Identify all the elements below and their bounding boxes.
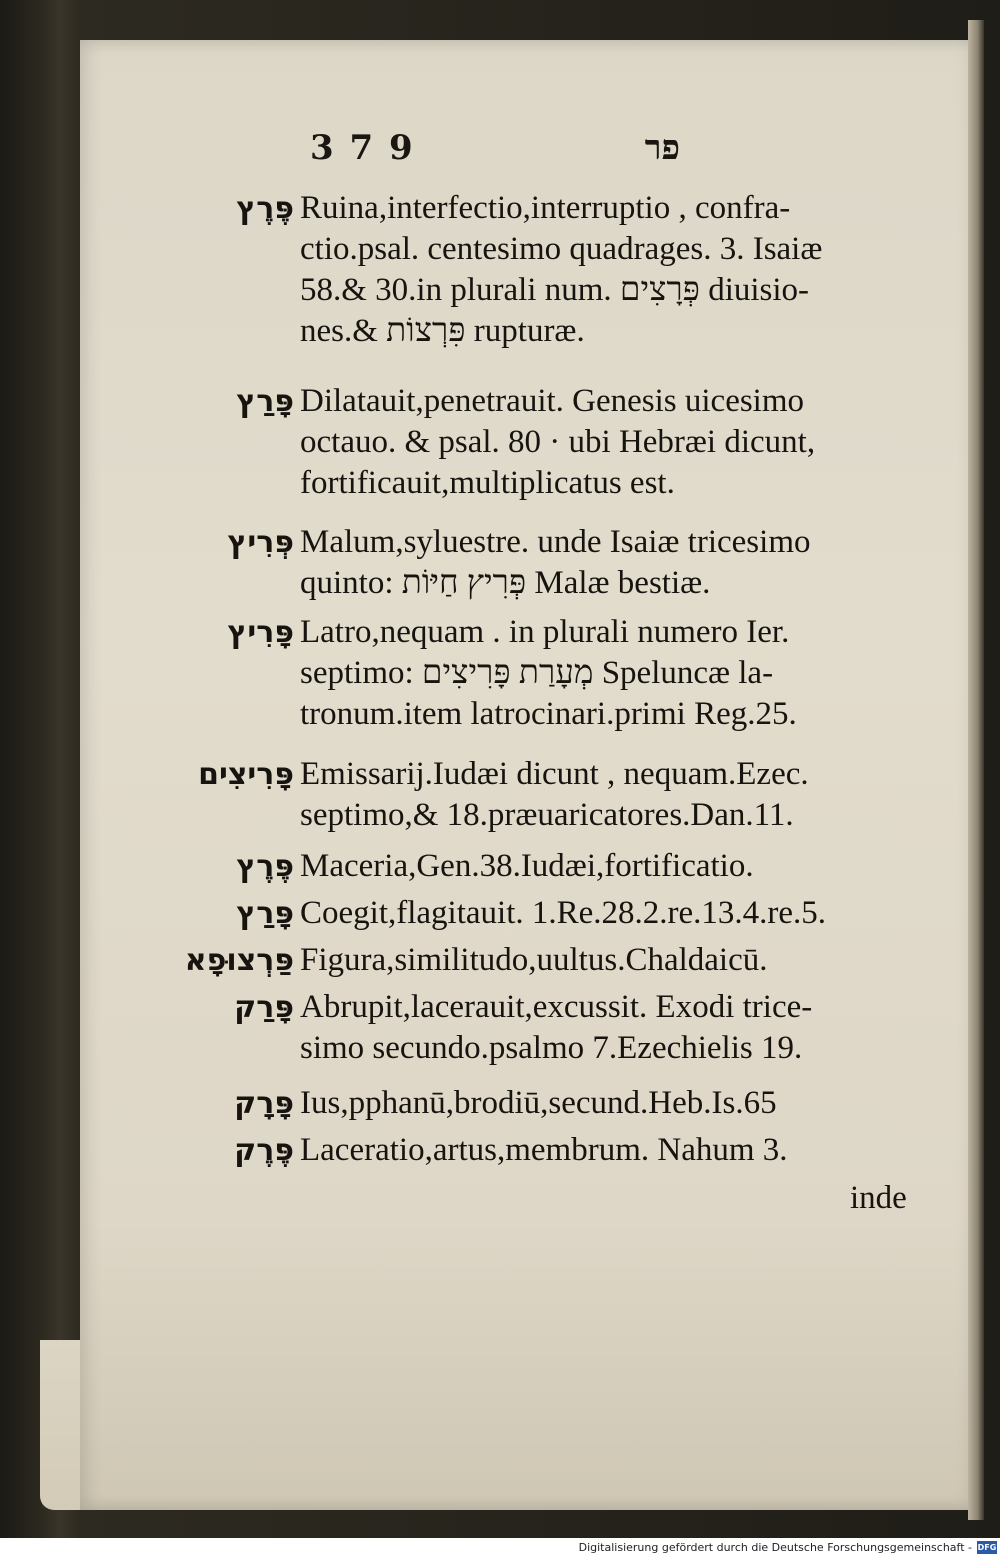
entry-headword: פָּרָק	[234, 1086, 294, 1121]
entry-headword: פָּרַק	[234, 990, 294, 1025]
entry-line: simo secundo.psalmo 7.Ezechielis 19.	[300, 1030, 803, 1066]
dictionary-entry	[236, 188, 920, 352]
entry-headword: פָּרַץ	[236, 896, 294, 931]
footer-credit-bar	[0, 1538, 1000, 1558]
entry-line: Dilatauit,penetrauit. Genesis uicesimo	[300, 383, 805, 419]
entry-line: tronum.item latrocinari.primi Reg.25.	[300, 696, 797, 732]
catchword: inde	[850, 1180, 907, 1216]
entry-line: 58.& 30.in plurali num. פְּרָצִים diuisio-	[300, 272, 810, 308]
entry-line: Malum,syluestre. unde Isaiæ tricesimo	[300, 524, 811, 560]
entry-headword: פַּרְצוּפָא	[184, 943, 294, 978]
footer-credit-text: Digitalisierung gefördert durch die Deutsche Forschungsgemeinschaft -	[578, 1541, 972, 1554]
page-gutter-edge	[968, 20, 984, 1520]
entry-line: Laceratio,artus,membrum. Nahum 3.	[300, 1132, 788, 1168]
entry-line: septimo,& 18.præuaricatores.Dan.11.	[300, 797, 794, 833]
dictionary-entry	[236, 893, 920, 934]
entry-line: fortificauit,multiplicatus est.	[300, 465, 675, 501]
entry-line: Figura,similitudo,uultus.Chaldaicū.	[300, 942, 768, 978]
entry-line: Ius,pphanū,brodiū,secund.Heb.Is.65	[300, 1085, 777, 1121]
dictionary-entry	[227, 522, 920, 604]
entry-line: ctio.psal. centesimo quadrages. 3. Isaiæ	[300, 231, 823, 267]
entry-line: Abrupit,lacerauit,excussit. Exodi trice-	[300, 989, 813, 1025]
entry-line: septimo: מְעָרַת פָּרִיצִים Speluncæ la-	[300, 655, 774, 691]
dictionary-entry	[234, 987, 920, 1069]
entry-headword: פְּרִיץ	[227, 525, 294, 560]
dictionary-entry	[184, 940, 920, 981]
entry-headword: פָּרַץ	[236, 384, 294, 419]
dictionary-entry	[227, 612, 920, 735]
entry-headword: פֶּרֶץ	[236, 191, 294, 226]
folio-number: 3 7 9	[310, 128, 415, 168]
entry-headword: פָּרִיצִים	[198, 757, 294, 792]
dictionary-entry	[234, 1130, 920, 1171]
dictionary-entry	[198, 754, 920, 836]
entry-line: Maceria,Gen.38.Iudæi,fortificatio.	[300, 848, 754, 884]
entry-line: octauo. & psal. 80 · ubi Hebræi dicunt,	[300, 424, 816, 460]
entry-line: Latro,nequam . in plurali numero Ier.	[300, 614, 790, 650]
running-title: פר	[644, 128, 680, 168]
entry-headword: פָּרִיץ	[227, 615, 294, 650]
entry-line: Coegit,flagitauit. 1.Re.28.2.re.13.4.re.5.	[300, 895, 827, 931]
dictionary-entry	[236, 381, 920, 504]
dictionary-entry	[234, 1083, 920, 1124]
page-header	[310, 128, 680, 178]
entry-line: Emissarij.Iudæi dicunt , nequam.Ezec.	[300, 756, 809, 792]
entry-headword: פֶּרֶץ	[236, 849, 294, 884]
dictionary-entry	[236, 846, 920, 887]
entry-line: quinto: פְּרִיץ חַיּוֹת Malæ bestiæ.	[300, 565, 711, 601]
entry-line: Ruina,interfectio,interruptio , confra-	[300, 190, 791, 226]
dfg-logo-icon: DFG	[977, 1543, 997, 1552]
entry-headword: פֶּרֶק	[234, 1133, 294, 1168]
entry-line: nes.& פִּרְצוֹת rupturæ.	[300, 313, 585, 349]
